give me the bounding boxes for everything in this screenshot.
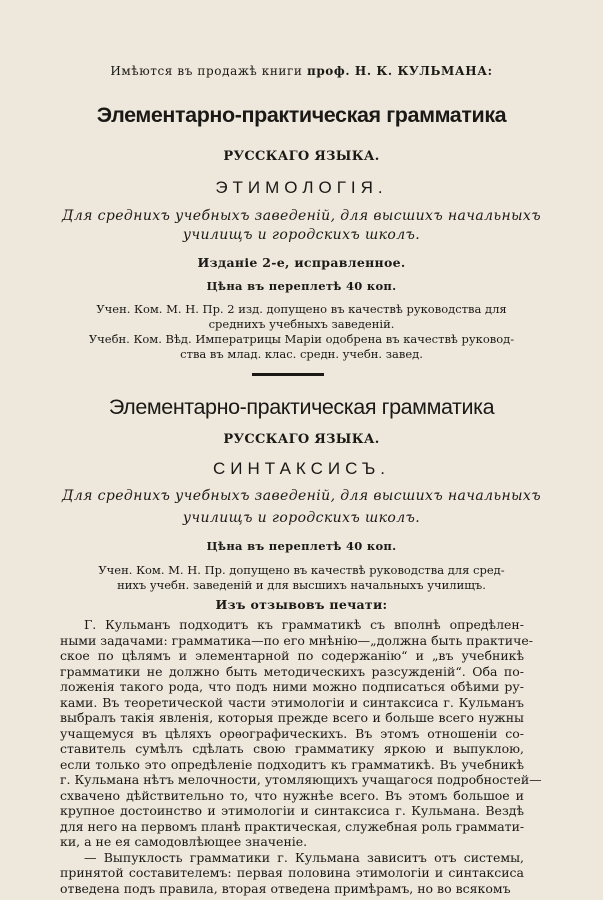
book2-audience-line1: Для среднихъ учебныхъ заведеній, для высшихъ начальныхъ	[62, 488, 541, 504]
book1-audience-line2: училищъ и городскихъ школъ.	[182, 227, 421, 243]
book1-title: Элементарно-практическая грамматика	[96, 103, 507, 127]
book2-subtitle: РУССКАГО ЯЗЫКА.	[223, 432, 380, 447]
review-text-line: ское по цѣлямъ и элементарной по содержанію“ и „въ учебникѣ	[60, 648, 524, 663]
review-text-line: ки, а не ея самодовлѣющее значеніе.	[60, 834, 308, 849]
book1-part: ЭТИМОЛОГІЯ.	[215, 178, 388, 197]
review-text-line: если только это опредѣленіе подходитъ къ грамматикѣ. Въ учебникѣ	[60, 756, 524, 772]
book1-approval-line: среднихъ учебныхъ заведеній.	[208, 317, 395, 331]
review-text-line: отведена подъ правила, вторая отведена примѣрамъ, но во всякомъ	[60, 880, 511, 896]
book2-audience-line2: училищъ и городскихъ школъ.	[182, 510, 421, 526]
reviews-heading: Изъ отзывовъ печати:	[215, 597, 388, 612]
book2-title: Элементарно-практическая грамматика	[108, 395, 495, 419]
advertisement-header	[0, 64, 603, 78]
review-text-line: — Выпуклость грамматики г. Кульмана зависитъ отъ системы,	[84, 849, 524, 865]
book2-price: Цѣна въ переплетѣ 40 коп.	[206, 539, 397, 553]
book1-price: Цѣна въ переплетѣ 40 коп.	[206, 279, 397, 293]
review-text-line: ными задачами: грамматика—по его мнѣнію—„должна быть практиче-	[60, 632, 533, 648]
review-text-line: для него на первомъ планѣ практическая, служебная роль граммати-	[60, 818, 525, 834]
review-text-line: г. Кульмана нѣтъ мелочности, утомляющихъ учащагося подробностей—	[60, 772, 542, 787]
review-text-line: крупное достоинство и этимологіи и синтаксиса г. Кульмана. Вездѣ	[60, 803, 524, 818]
book1-approval-line: ства въ млад. клас. средн. учебн. завед.	[180, 347, 423, 361]
book1-approval-line: Учебн. Ком. Вѣд. Императрицы Маріи одобрена въ качествѣ руковод-	[88, 332, 515, 346]
review-text-line: ставитель сумѣлъ сдѣлать свою грамматику яркою и выпуклою,	[60, 741, 524, 756]
book1-approval-line: Учен. Ком. М. Н. Пр. 2 изд. допущено въ качествѣ руководства для	[96, 302, 507, 316]
review-text-line: грамматики не должно быть методическихъ разсужденій“. Оба по-	[60, 663, 524, 679]
author-name: проф. Н. К. КУЛЬМАНА:	[306, 64, 493, 78]
book2-approval-line: нихъ учебн. заведеній и для высшихъ начальныхъ училищъ.	[117, 578, 486, 592]
book1-subtitle: РУССКАГО ЯЗЫКА.	[223, 149, 380, 164]
review-text-line: схвачено дѣйствительно то, что нужнѣе всего. Въ этомъ большое и	[60, 787, 524, 803]
section-divider	[252, 373, 324, 376]
review-text-line: Г. Кульманъ подходитъ къ грамматикѣ съ вполнѣ опредѣлен-	[84, 617, 524, 632]
review-text-line: ложенія такого рода, что подъ ними можно подписаться обѣими ру-	[60, 679, 524, 694]
header-prefix: Имѣются въ продажѣ книги	[110, 64, 303, 78]
review-text-line: принятой составителемъ: первая половина этимологіи и синтаксиса	[60, 865, 524, 880]
review-text-line: ками. Въ теоретической части этимологіи и синтаксиса г. Кульманъ	[60, 694, 524, 710]
book1-audience-line1: Для среднихъ учебныхъ заведеній, для высшихъ начальныхъ	[62, 208, 541, 224]
book2-part: СИНТАКСИСЪ.	[212, 459, 390, 478]
book2-approval-line: Учен. Ком. М. Н. Пр. допущено въ качествѣ руководства для сред-	[98, 563, 505, 577]
review-text-line: выбралъ такія явленія, которыя прежде всего и больше всего нужны	[60, 710, 524, 725]
book1-edition: Изданіе 2-е, исправленное.	[197, 255, 406, 270]
review-text-line: учащемуся въ цѣляхъ орѳографическихъ. Въ этомъ отношеніи со-	[60, 725, 524, 741]
